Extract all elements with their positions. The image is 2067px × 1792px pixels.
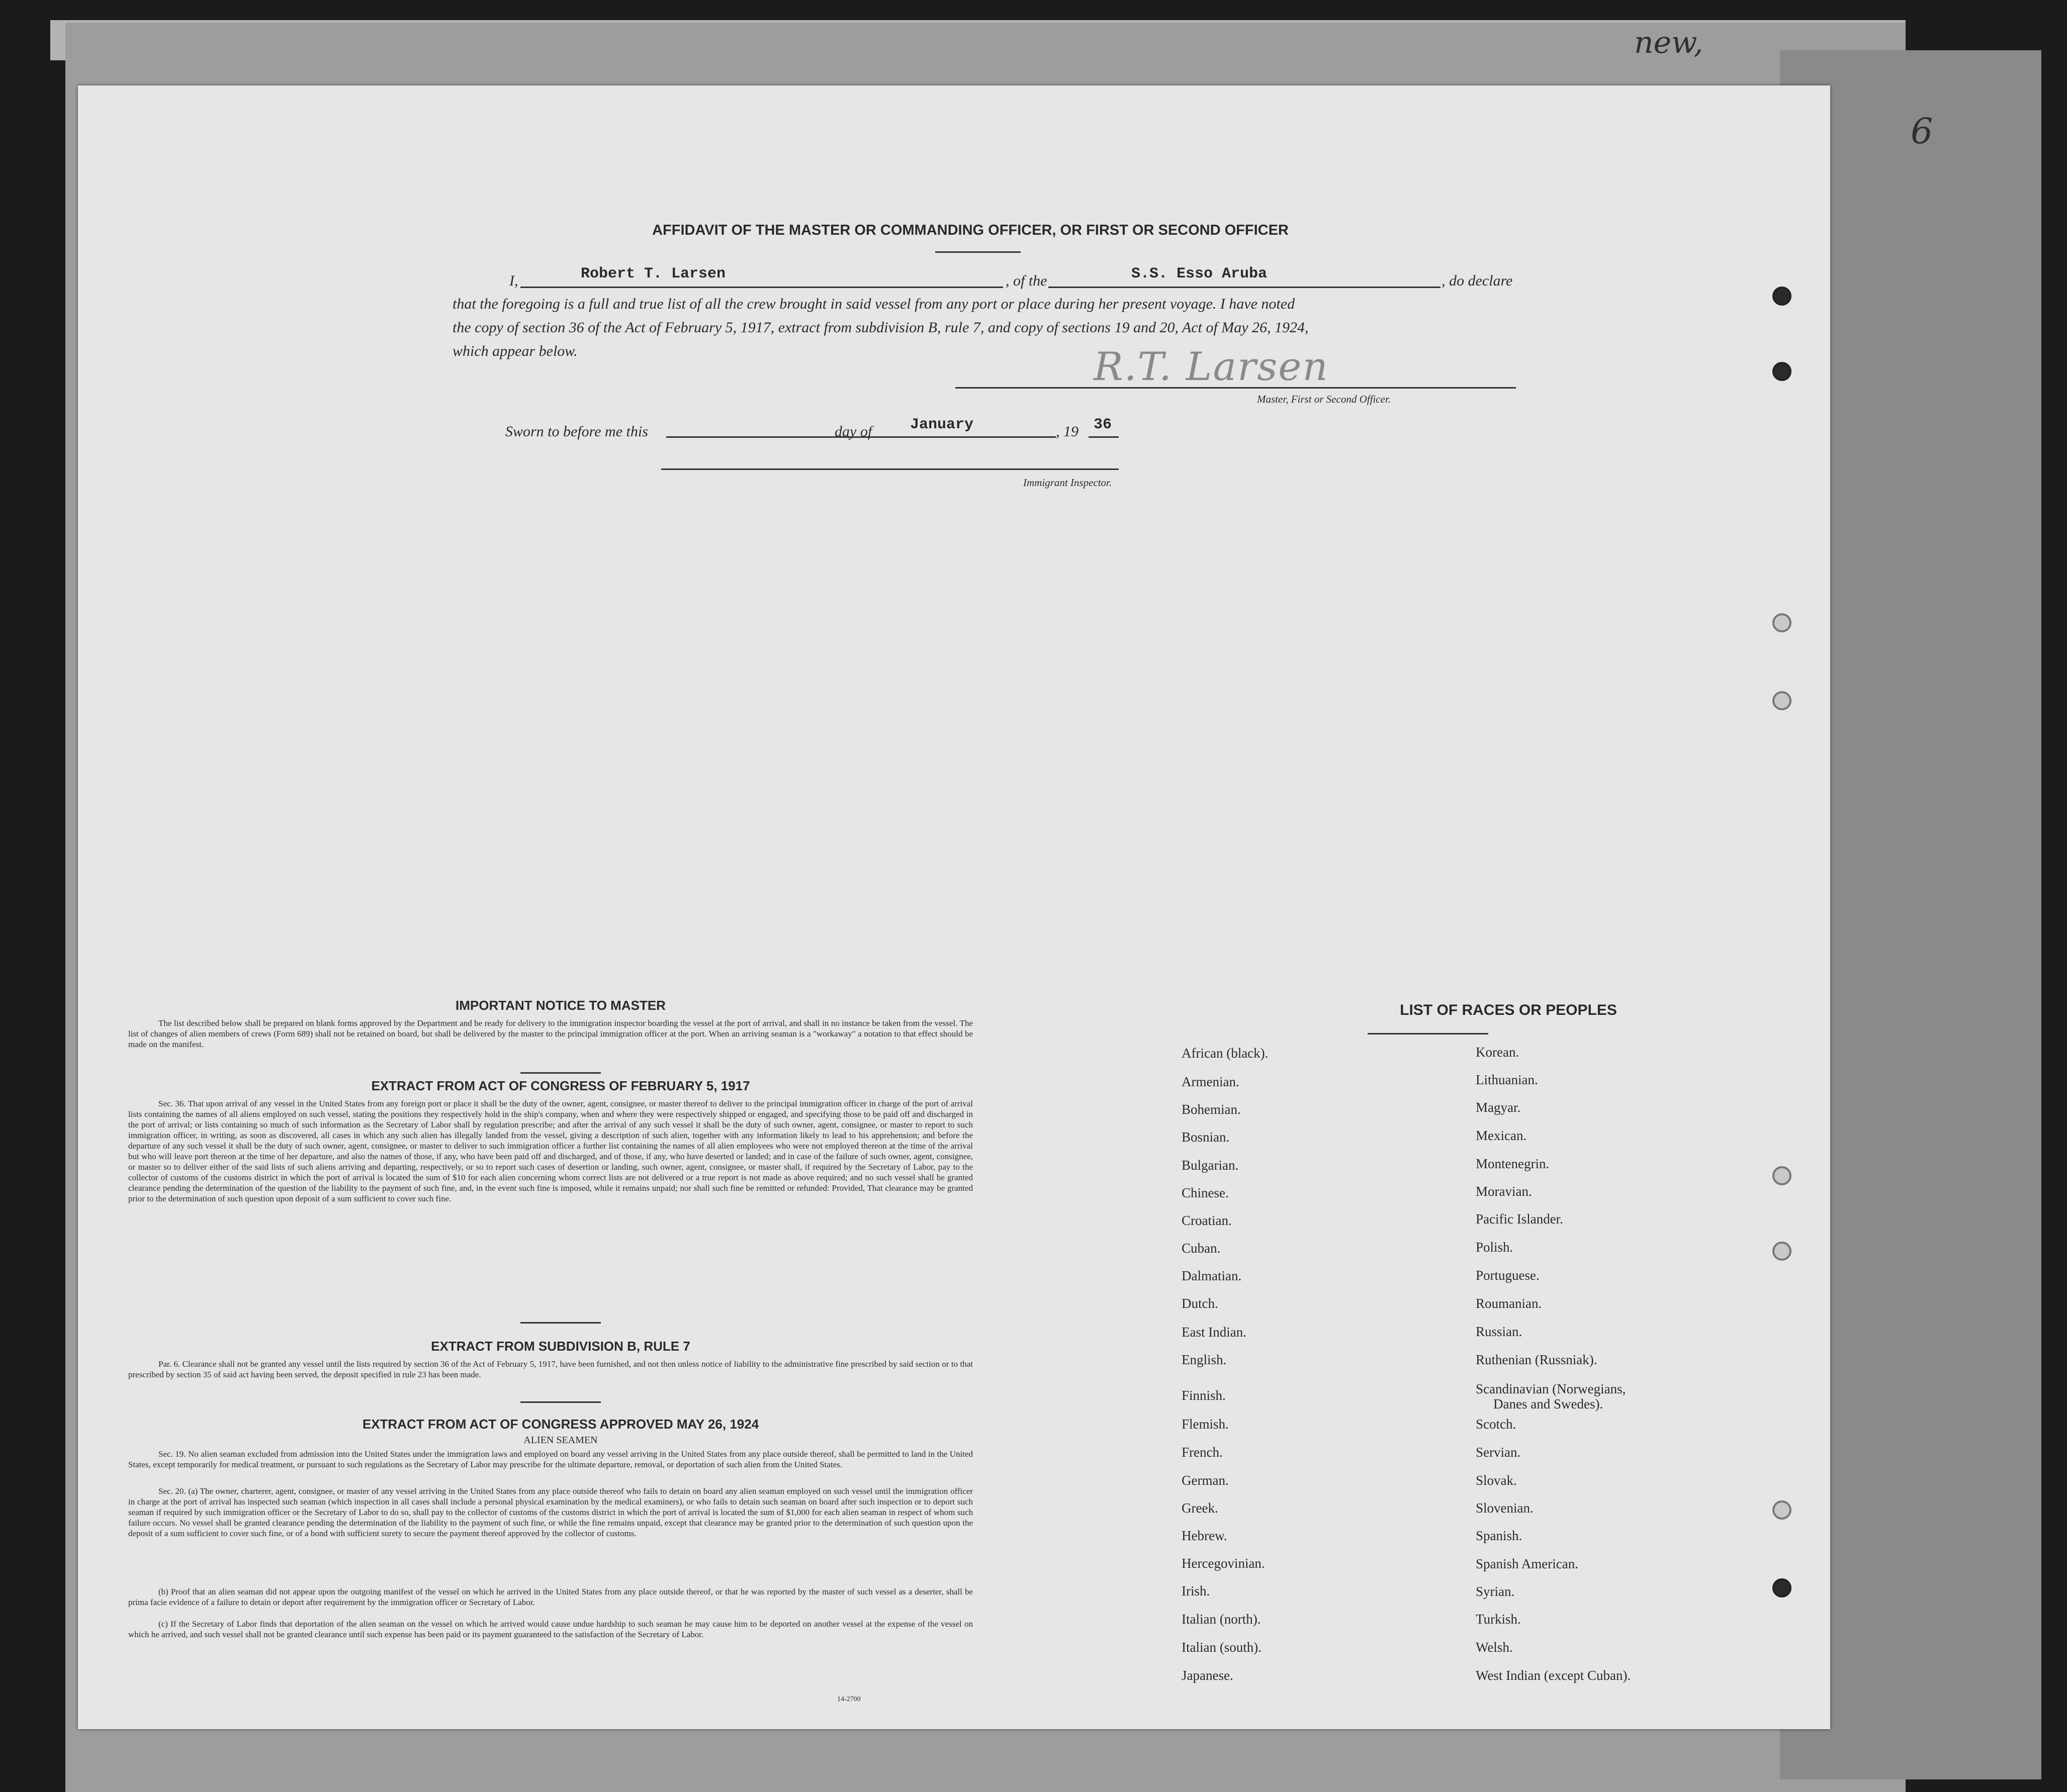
margin-note-corner: 6 bbox=[1911, 111, 1933, 152]
race-item: West Indian (except Cuban). bbox=[1476, 1668, 1631, 1683]
affidavit-line-3: which appear below. bbox=[453, 343, 578, 359]
race-item: Finnish. bbox=[1182, 1388, 1226, 1403]
race-item: Bulgarian. bbox=[1182, 1158, 1239, 1173]
race-item: Greek. bbox=[1182, 1500, 1218, 1516]
race-item: Lithuanian. bbox=[1476, 1072, 1538, 1087]
punch-hole bbox=[1772, 1166, 1791, 1185]
month-line bbox=[880, 436, 1056, 438]
race-item: Spanish. bbox=[1476, 1528, 1522, 1543]
race-item: African (black). bbox=[1182, 1046, 1269, 1061]
divider bbox=[520, 1322, 601, 1324]
of-the-label: , of the bbox=[1006, 272, 1047, 289]
affidavit-line-1: that the foregoing is a full and true list of all the crew brought in said vessel from any port or place during her present voyage. I have noted bbox=[453, 296, 1295, 312]
divider bbox=[935, 251, 1021, 253]
race-item: Irish. bbox=[1182, 1583, 1210, 1598]
master-signature: R.T. Larsen bbox=[1094, 344, 1329, 390]
name-line bbox=[520, 287, 1003, 288]
races-title: LIST OF RACES OR PEOPLES bbox=[1400, 1002, 1617, 1018]
race-item: Dalmatian. bbox=[1182, 1268, 1242, 1283]
punch-hole bbox=[1772, 1500, 1791, 1520]
race-item: Korean. bbox=[1476, 1045, 1519, 1060]
divider bbox=[520, 1072, 601, 1074]
notice-title: IMPORTANT NOTICE TO MASTER bbox=[456, 998, 666, 1013]
race-item: Spanish American. bbox=[1476, 1556, 1578, 1571]
race-item: Mexican. bbox=[1476, 1128, 1527, 1143]
race-item: Dutch. bbox=[1182, 1296, 1218, 1311]
race-item: Slovenian. bbox=[1476, 1500, 1534, 1516]
race-item: Welsh. bbox=[1476, 1640, 1513, 1655]
inspector-caption: Immigrant Inspector. bbox=[1023, 477, 1112, 489]
punch-hole bbox=[1772, 1578, 1791, 1597]
race-item: Portuguese. bbox=[1476, 1268, 1540, 1283]
signature-line bbox=[955, 387, 1516, 389]
race-item: French. bbox=[1182, 1445, 1223, 1460]
race-item: Slovak. bbox=[1476, 1473, 1517, 1488]
race-item: Polish. bbox=[1476, 1240, 1513, 1255]
race-item: Turkish. bbox=[1476, 1612, 1521, 1627]
race-item: Japanese. bbox=[1182, 1668, 1233, 1683]
race-item: Armenian. bbox=[1182, 1074, 1239, 1089]
divider bbox=[1368, 1033, 1488, 1034]
race-item: Magyar. bbox=[1476, 1100, 1521, 1115]
race-item: Servian. bbox=[1476, 1445, 1521, 1460]
sworn-label: Sworn to before me this bbox=[505, 423, 648, 440]
race-item: Hercegovinian. bbox=[1182, 1556, 1265, 1571]
sec-20a-text: Sec. 20. (a) The owner, charterer, agent, consignee, or master of any vessel arriving in the United States from any place outside thereof who fails to detain on board any alien seaman employed on such vessel until the immigration officer in charge at the port of arrival has inspected such seaman (which inspection in all cases shall include a personal physical examination by the medical examiners), or who fails to detain such seaman on board after such inspection or to deport such seaman if required by such immigration officer or the Secretary of Labor to do so, shall pay to the collector of customs of the customs district in which the port of arrival is located the sum of $1,000 for each alien seaman in respect of whom such failure occurs. No vessel shall be granted clearance pending the determination of the liability to the payment of such fine, or while the fine remains unpaid, except that clearance may be granted prior to the determination of such question upon the deposit of a sum sufficient to cover such fine, or of a bond with sufficient surety to secure the payment thereof approved by the collector of customs. bbox=[128, 1486, 973, 1538]
race-item: Syrian. bbox=[1476, 1584, 1515, 1599]
race-item: Moravian. bbox=[1476, 1184, 1532, 1199]
divider bbox=[520, 1401, 601, 1403]
sworn-year: 36 bbox=[1094, 416, 1112, 433]
form-number: 14-2700 bbox=[837, 1695, 861, 1703]
race-item: Ruthenian (Russniak). bbox=[1476, 1352, 1597, 1367]
day-of-label: day of bbox=[835, 423, 872, 440]
affidavit-line-2: the copy of section 36 of the Act of February 5, 1917, extract from subdivision B, rule 7, and copy of sections 19 and 20, Act of May 26, 1924, bbox=[453, 319, 1309, 336]
race-item: German. bbox=[1182, 1473, 1229, 1488]
punch-hole bbox=[1772, 613, 1791, 632]
race-item: Roumanian. bbox=[1476, 1296, 1542, 1311]
race-item: Cuban. bbox=[1182, 1241, 1221, 1256]
punch-hole bbox=[1772, 287, 1791, 306]
extract-1924-title: EXTRACT FROM ACT OF CONGRESS APPROVED MAY 26, 1924 bbox=[362, 1417, 759, 1432]
document-page bbox=[78, 85, 1830, 1729]
sec-20c-text: (c) If the Secretary of Labor finds that deportation of the alien seaman on the vessel on which he arrived would cause undue hardship to such seaman he may cause him to be deported on another vessel at the expense of the vessel on which he arrived, and such vessel shall not be granted clearance until such expense has been paid or its payment guaranteed to the satisfaction of the Secretary of Labor. bbox=[128, 1619, 973, 1639]
race-item: Italian (south). bbox=[1182, 1640, 1262, 1655]
race-item: Scotch. bbox=[1476, 1417, 1516, 1432]
race-item: English. bbox=[1182, 1352, 1227, 1367]
race-item: East Indian. bbox=[1182, 1325, 1246, 1340]
vessel-name: S.S. Esso Aruba bbox=[1131, 265, 1268, 282]
race-item: Hebrew. bbox=[1182, 1528, 1227, 1543]
race-item: Danes and Swedes). bbox=[1493, 1396, 1603, 1411]
punch-hole bbox=[1772, 362, 1791, 381]
do-declare-label: , do declare bbox=[1442, 272, 1513, 289]
punch-hole bbox=[1772, 1242, 1791, 1261]
extract-1917-text: Sec. 36. That upon arrival of any vessel in the United States from any foreign port or place it shall be the duty of the owner, agent, consignee, or master thereof to deliver to the principal immigration officer in charge of the port of arrival lists containing the names of all aliens employed on such vessel, stating the positions they respectively hold in the ship's company, when and where they were respectively shipped or engaged, and specifying those to be paid off and discharged in the port of arrival; or lists containing so much of such information as the Secretary of Labor shall by regulation prescribe; and after the arrival of any such vessel it shall be the duty of such owner, agent, consignee, or master to report to such immigration officer, in writing, as soon as discovered, all cases in which any such alien has illegally landed from the vessel, giving a description of such alien, together with any information likely to lead to his apprehension; and before the departure of any such vessel it shall be the duty of such owner, agent, consignee, or master to deliver to such immigration officer a further list containing the names of all alien employees who were not employed thereon at the time of the arrival but who will leave port thereon at the time of her departure, and also the names of those, if any, who have been paid off and discharged, and of those, if any, who have deserted or landed; and in case of the failure of such owner, agent, consignee, or master so to deliver either of the said lists of such aliens arriving and departing, respectively, or so to report such cases of desertion or landing, such owner, agent, consignee, or master shall, if required by the Secretary of Labor, pay to the collector of customs of the customs district in which the port of arrival is located the sum of $10 for each alien concerning whom correct lists are not delivered or a true report is not made as above required; and no such vessel shall be granted clearance pending the determination of the question of the liability to the payment of such fine, and, in the event such fine is imposed, while it remains unpaid; nor shall such fine be remitted or refunded: Provided, That clearance may be granted prior to the determination of such question upon deposit of a sum sufficient to cover such fine. bbox=[128, 1099, 973, 1203]
race-item: Italian (north). bbox=[1182, 1612, 1261, 1627]
race-item: Bosnian. bbox=[1182, 1129, 1230, 1145]
affidavit-title: AFFIDAVIT OF THE MASTER OR COMMANDING OFFICER, OR FIRST OR SECOND OFFICER bbox=[652, 222, 1289, 238]
year-prefix: , 19 bbox=[1056, 423, 1079, 440]
punch-hole bbox=[1772, 691, 1791, 710]
i-label: I, bbox=[509, 272, 518, 289]
extract-1924-subtitle: ALIEN SEAMEN bbox=[523, 1435, 598, 1446]
vessel-line bbox=[1048, 287, 1441, 288]
sec-20b-text: (b) Proof that an alien seaman did not appear upon the outgoing manifest of the vessel on which he arrived in the United States from any place outside thereof, or that he was reported by the master of such vessel as a deserter, shall be prima facie evidence of a failure to detain or deport after requirement by the immigration officer or Secretary of Labor. bbox=[128, 1587, 973, 1607]
sec-19-text: Sec. 19. No alien seaman excluded from admission into the United States under the immigration laws and employed on board any vessel arriving in the United States from any place outside thereof, shall be permitted to land in the United States, except temporarily for medical treatment, or pursuant to such regulations as the Secretary of Labor may prescribe for the ultimate departure, removal, or deportation of such alien from the United States. bbox=[128, 1449, 973, 1469]
race-item: Bohemian. bbox=[1182, 1102, 1241, 1117]
race-item: Montenegrin. bbox=[1476, 1156, 1550, 1171]
rule7-text: Par. 6. Clearance shall not be granted any vessel until the lists required by section 36 of the Act of February 5, 1917, have been furnished, and not then unless notice of liability to the administrative fine prescribed by said section or to that prescribed by section 35 of said act having been served, the deposit specified in rule 23 has been made. bbox=[128, 1359, 973, 1379]
race-item: Croatian. bbox=[1182, 1213, 1232, 1228]
race-item: Russian. bbox=[1476, 1324, 1522, 1339]
extract-1917-title: EXTRACT FROM ACT OF CONGRESS OF FEBRUARY 5, 1917 bbox=[371, 1078, 750, 1093]
master-name: Robert T. Larsen bbox=[581, 265, 726, 282]
race-item: Pacific Islander. bbox=[1476, 1211, 1563, 1227]
race-item: Flemish. bbox=[1182, 1417, 1229, 1432]
notice-text: The list described below shall be prepared on blank forms approved by the Department and be ready for delivery to the immigration inspector boarding the vessel at the port of arrival, and shall in no instance be taken from the vessel. The list of changes of alien members of crews (Form 689) shall not be retained on board, but shall be delivered by the master to the principal immigration officer at the port. When an arriving seaman is a "workaway" a notation to that effect should be made on the manifest. bbox=[128, 1018, 973, 1049]
margin-note-top: new, bbox=[1634, 25, 1703, 60]
race-item: Scandinavian (Norwegians, bbox=[1476, 1381, 1626, 1396]
year-line bbox=[1089, 436, 1119, 438]
inspector-line bbox=[661, 468, 1119, 470]
signature-caption: Master, First or Second Officer. bbox=[1257, 393, 1391, 405]
race-item: Chinese. bbox=[1182, 1185, 1229, 1200]
sworn-month: January bbox=[910, 416, 974, 433]
rule7-title: EXTRACT FROM SUBDIVISION B, RULE 7 bbox=[431, 1339, 690, 1354]
